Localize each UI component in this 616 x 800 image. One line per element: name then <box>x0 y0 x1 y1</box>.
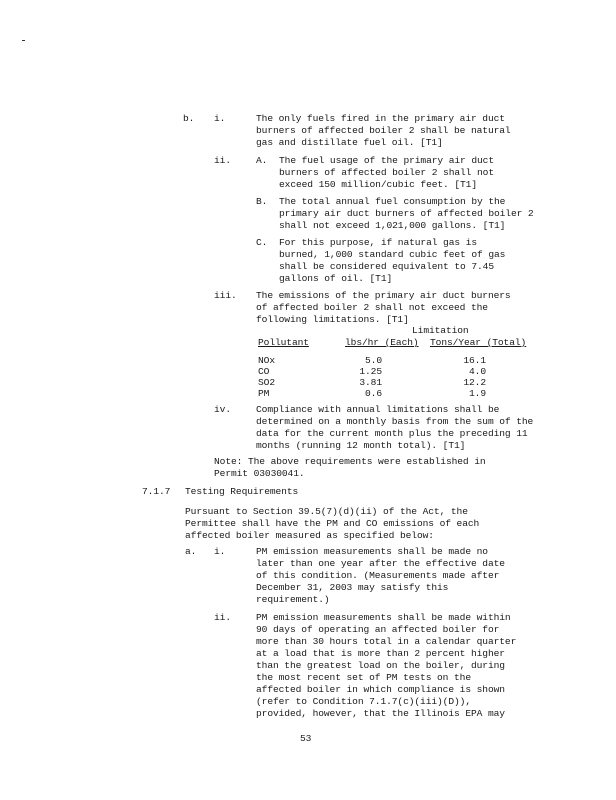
item-b-i-line-2: burners of affected boiler 2 shall be natural <box>256 125 511 136</box>
item-a-ii-line-6: the most recent set of PM tests on the <box>256 672 471 683</box>
item-b-ii-c-label: C. <box>256 237 268 248</box>
item-a-ii-line-1: PM emission measurements shall be made within <box>256 612 511 623</box>
item-b-ii-c-line-3: shall be considered equivalent to 7.45 <box>279 261 494 272</box>
item-b-iv-line-3: data for the current month plus the preceding 11 <box>256 428 528 439</box>
page-number: 53 <box>300 733 312 744</box>
item-b-ii-c-line-4: gallons of oil. [T1] <box>279 273 393 284</box>
item-b-iv-line-4: months (running 12 month total). [T1] <box>256 440 466 451</box>
item-b-ii-b-line-1: The total annual fuel consumption by the <box>279 196 506 207</box>
item-b-label: b. <box>183 113 195 124</box>
table-row-4-tonyr: 1.9 <box>469 388 486 399</box>
intro-line-2: Permittee shall have the PM and CO emissions of each <box>185 518 480 529</box>
table-row-1-tonyr: 16.1 <box>463 355 486 366</box>
table-row-4-pollutant: PM <box>258 388 270 399</box>
item-b-ii-a-line-1: The fuel usage of the primary air duct <box>279 155 494 166</box>
item-b-ii-a-line-2: burners of affected boiler 2 shall not <box>279 167 494 178</box>
table-row-1-pollutant: NOx <box>258 355 275 366</box>
item-b-ii-b-label: B. <box>256 196 268 207</box>
note-line-2: Permit 03030041. <box>214 468 305 479</box>
intro-line-3: affected boiler measured as specified below: <box>185 530 434 541</box>
item-b-i-label: i. <box>214 113 226 124</box>
table-row-3-tonyr: 12.2 <box>463 377 486 388</box>
item-b-ii-c-line-2: burned, 1,000 standard cubic feet of gas <box>279 249 506 260</box>
item-a-ii-line-7: affected boiler in which compliance is shown <box>256 684 505 695</box>
table-row-3-pollutant: SO2 <box>258 377 275 388</box>
item-b-iii-label: iii. <box>214 290 237 301</box>
item-a-i-line-2: later than one year after the effective date <box>256 558 505 569</box>
intro-line-1: Pursuant to Section 39.5(7)(d)(ii) of the Act, the <box>185 506 468 517</box>
item-a-ii-label: ii. <box>214 612 231 623</box>
table-row-4-lbhr: 0.6 <box>365 388 382 399</box>
item-b-ii-b-line-2: primary air duct burners of affected boiler 2 <box>279 208 534 219</box>
item-b-ii-a-line-3: exceed 150 million/cubic feet. [T1] <box>279 179 478 190</box>
item-a-i-line-3: of this condition. (Measurements made after <box>256 570 500 581</box>
section-number: 7.1.7 <box>142 486 171 497</box>
item-b-ii-c-line-1: For this purpose, if natural gas is <box>279 237 478 248</box>
item-b-iv-line-1: Compliance with annual limitations shall be <box>256 404 500 415</box>
table-col-lbhr: lbs/hr (Each) <box>345 337 419 348</box>
item-b-ii-a-label: A. <box>256 155 268 166</box>
item-b-iii-line-3: following limitations. [T1] <box>256 314 409 325</box>
item-b-iv-line-2: determined on a monthly basis from the sum of the <box>256 416 534 427</box>
table-col-pollutant: Pollutant <box>258 337 309 348</box>
table-col-tonyr: Tons/Year (Total) <box>430 337 527 348</box>
item-b-iv-label: iv. <box>214 404 231 415</box>
section-title: Testing Requirements <box>185 486 299 497</box>
item-a-label: a. <box>185 546 197 557</box>
table-row-2-lbhr: 1.25 <box>359 366 382 377</box>
item-b-i-line-3: gas and distillate fuel oil. [T1] <box>256 137 443 148</box>
note-line-1: Note: The above requirements were established in <box>214 456 486 467</box>
item-a-ii-line-3: more than 30 hours total in a calendar quarter <box>256 636 517 647</box>
item-a-i-line-5: requirement.) <box>256 594 330 605</box>
item-a-ii-line-4: at a load that is more than 2 percent higher <box>256 648 505 659</box>
item-a-ii-line-9: provided, however, that the Illinois EPA may <box>256 708 505 719</box>
item-a-i-line-1: PM emission measurements shall be made no <box>256 546 488 557</box>
item-a-i-label: i. <box>214 546 226 557</box>
item-a-ii-line-8: (refer to Condition 7.1.7(c)(iii)(D)), <box>256 696 471 707</box>
item-b-iii-line-1: The emissions of the primary air duct burners <box>256 290 511 301</box>
item-b-iii-line-2: of affected boiler 2 shall not exceed the <box>256 302 488 313</box>
table-group-header: Limitation <box>412 325 469 336</box>
table-row-2-tonyr: 4.0 <box>469 366 486 377</box>
item-a-i-line-4: December 31, 2003 may satisfy this <box>256 582 449 593</box>
item-b-ii-b-line-3: shall not exceed 1,021,000 gallons. [T1] <box>279 220 506 231</box>
table-row-3-lbhr: 3.81 <box>359 377 382 388</box>
table-row-1-lbhr: 5.0 <box>365 355 382 366</box>
item-b-i-line-1: The only fuels fired in the primary air duct <box>256 113 505 124</box>
item-a-ii-line-2: 90 days of operating an affected boiler for <box>256 624 500 635</box>
item-b-ii-label: ii. <box>214 155 231 166</box>
item-a-ii-line-5: than the greatest load on the boiler, during <box>256 660 505 671</box>
table-row-2-pollutant: CO <box>258 366 270 377</box>
margin-mark <box>22 40 25 41</box>
